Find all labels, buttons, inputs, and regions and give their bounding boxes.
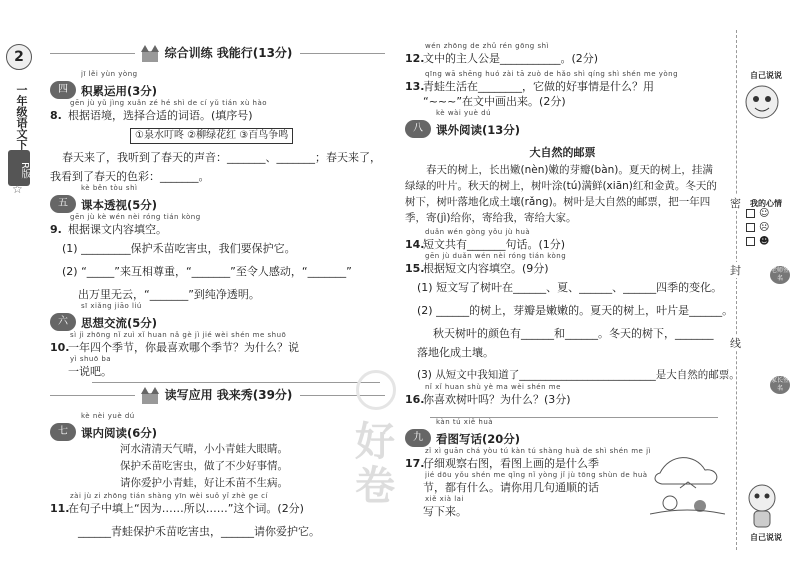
section-6 [50,302,385,331]
section-badge: 九 [405,429,431,447]
question-17-cont: 写下来。 [423,505,467,518]
question-pinyin: wén zhōng de zhǔ rén gōng shì [425,42,549,50]
question-pinyin: gēn jù kè wén nèi róng tián kòng [70,213,201,221]
banner-reading [50,384,385,406]
section-4 [50,70,385,99]
castle-icon [139,43,161,63]
question-pinyin: yì shuō ba [70,355,112,363]
question-8: 8. 根据语境，选择合适的词语。(填序号) [50,109,253,122]
spring-scene-picture [650,448,725,518]
question-9: 9. 根据课文内容填空。 [50,223,167,236]
section-7 [50,412,385,441]
answer-line[interactable]: 我看到了春天的色彩：_______。 [50,170,210,183]
section-badge: 六 [50,313,76,331]
word-options-box: ①泉水叮咚 ②柳绿花红 ③百鸟争鸣 [130,128,293,144]
section-8 [405,109,720,138]
answer-rule [92,382,380,383]
answer-line[interactable]: (2) “_____”来互相尊重，“_______”至令人感动，“_______” [62,265,352,278]
question-pinyin: duǎn wén gòng yǒu jù huà [425,228,531,236]
answer-line[interactable]: 落地化成土壤。 [417,346,494,359]
star-icon: ☆ [12,182,23,196]
mood-checkboxes [746,208,790,250]
section-badge: 八 [405,120,431,138]
section-title: 思想交流(5分) [81,316,158,330]
watermark-mascot-icon [356,370,396,410]
seal-char: 密 [730,197,741,210]
question-17: 17.仔细观察右图，看图上画的是什么季 [405,457,599,470]
happy-face-icon: ☺ [759,208,770,219]
answer-line[interactable]: (1) 短文写了树叶在______、夏、______、______四季的变化。 [417,281,723,294]
left-column [50,38,385,379]
watermark: 好卷 [355,419,395,509]
poem [50,441,385,492]
question-pinyin: qīng wā shēng huó zài tā zuò de hǎo shì qíng shì shén me yòng [425,70,679,78]
question-13-cont: “~~~”在文中画出来。(2分) [423,95,566,108]
castle-icon [139,385,161,405]
question-17-cont: 节，都有什么。请你用几句通顺的话 [423,481,599,494]
section-title: 课本透视(5分) [81,198,158,212]
question-pinyin: gēn jù yǔ jìng xuǎn zé hé shì de cí yǔ tián xù hào [70,99,268,107]
poem-line: 保护禾苗吃害虫，做了不少好事情。 [120,460,288,472]
section-title: 看图写话(20分) [436,432,521,446]
seal-char: 线 [730,337,741,350]
parent-sign-label: 家长签名 [770,377,789,392]
neutral-face-icon: ☹ [759,222,770,233]
answer-line[interactable]: ______青蛙保护禾苗吃害虫，______请你爱护它。 [78,525,320,538]
answer-line[interactable]: (2) ______的树上，芽瓣是嫩嫩的。夏天的树上，叶片是______。 [417,304,734,317]
question-pinyin: jié dōu yǒu shén me qǐng nǐ yòng jǐ jù tōng shùn de huà [425,471,648,479]
teacher-sign-label: 老师签名 [770,267,789,282]
edition-tag: R版 [8,150,30,186]
page-number: 2 [6,44,32,70]
mood-checkbox[interactable] [746,237,755,246]
side-title-top: 自己说说 [750,71,782,80]
banner-title: 综合训练 我能行(13分) [164,46,293,60]
seal-cut-line [736,30,737,550]
section-pinyin: kè nèi yuè dú [81,412,135,420]
question-16: 16.你喜欢树叶吗？为什么？(3分) [405,393,571,406]
section-pinyin: kàn tú xiě huà [436,418,494,426]
section-pinyin: sī xiǎng jiāo liú [81,302,142,310]
answer-line[interactable]: (3) 从短文中我知道了__________________________是大自然的邮票。 [417,369,740,381]
answer-line[interactable]: 秋天树叶的颜色有______和______。冬天的树下，_______ [433,327,714,340]
mood-checkbox[interactable] [746,209,755,218]
sad-face-icon: ☻ [759,236,770,247]
mood-checkbox[interactable] [746,223,755,232]
left-column-lower [50,384,385,539]
question-12: 12.文中的主人公是___________。(2分) [405,52,599,65]
article-text: 春天的树上，长出嫩(nèn)嫩的芽瓣(bàn)。夏天的树上，挂满绿绿的叶片。秋天的树上，树叶涂(tú)满鲜(xiān)红和金黄。冬天的树下，树叶落地化成土壤(rǎng)。树叶是大自然的邮票，把一年四季，寄(jì)给你，寄给我，寄给大家。 [405,164,717,224]
mood-title: 我的心情 [750,199,782,208]
answer-line[interactable]: (1) _________保护禾苗吃害虫，我们要保护它。 [62,242,296,255]
section-pinyin: kè běn tòu shì [81,184,138,192]
section-title: 积累运用(3分) [81,84,158,98]
section-badge: 五 [50,195,76,213]
banner-title: 读写应用 我来秀(39分) [164,388,293,402]
side-title-bottom: 自己说说 [750,533,782,542]
section-5 [50,184,385,213]
mascot-bottom-icon [742,480,782,530]
poem-line: 请你爱护小青蛙，好让禾苗不生病。 [120,477,288,489]
question-pinyin: nǐ xǐ huan shù yè ma wèi shén me [425,383,561,391]
question-10-cont: 一说吧。 [68,365,112,378]
section-title: 课外阅读(13分) [436,123,521,137]
section-pinyin: kè wài yuè dú [436,109,492,117]
question-10: 10.一年四个季节，你最喜欢哪个季节？为什么？说 [50,341,299,354]
answer-line[interactable]: 春天来了，我听到了春天的声音：_______、_______；春天来了， [62,151,381,164]
right-margin [730,0,800,569]
section-badge: 四 [50,81,76,99]
question-pinyin: zǐ xì guān chá yòu tú kàn tú shàng huà de shì shén me jì [425,447,651,455]
left-margin [0,0,42,569]
mascot-icon [742,82,782,122]
question-pinyin: zài jù zi zhōng tián shàng yīn wèi suǒ yǐ zhè ge cí [70,492,268,500]
section-9 [405,418,720,447]
poem-line: 河水清清天气晴，小小青蛙大眼睛。 [120,443,288,455]
question-13: 13.青蛙生活在________，它做的好事情是什么？用 [405,80,654,93]
question-15: 15.根据短文内容填空。(9分) [405,262,549,275]
banner-training [50,42,385,64]
section-title: 课内阅读(6分) [81,426,158,440]
question-14: 14.短文共有_______句话。(1分) [405,238,566,251]
article-title: 大自然的邮票 [529,146,596,159]
question-pinyin: sì jì zhōng nǐ zuì xǐ huan nǎ gè jì jié wèi shén me shuō [70,331,287,339]
answer-line[interactable]: 出万里无云，“_______”到纯净透明。 [78,288,260,301]
right-column [405,42,740,407]
seal-char: 封 [730,264,741,277]
question-pinyin: xiě xià lai [425,495,464,503]
grade-label: 一年级语文下 [15,84,28,150]
section-pinyin: jī lěi yùn yòng [81,70,138,78]
question-pinyin: gēn jù duǎn wén nèi róng tián kòng [425,252,567,260]
section-badge: 七 [50,423,76,441]
question-11: 11.在句子中填上“因为……所以……”这个词。(2分) [50,502,304,515]
